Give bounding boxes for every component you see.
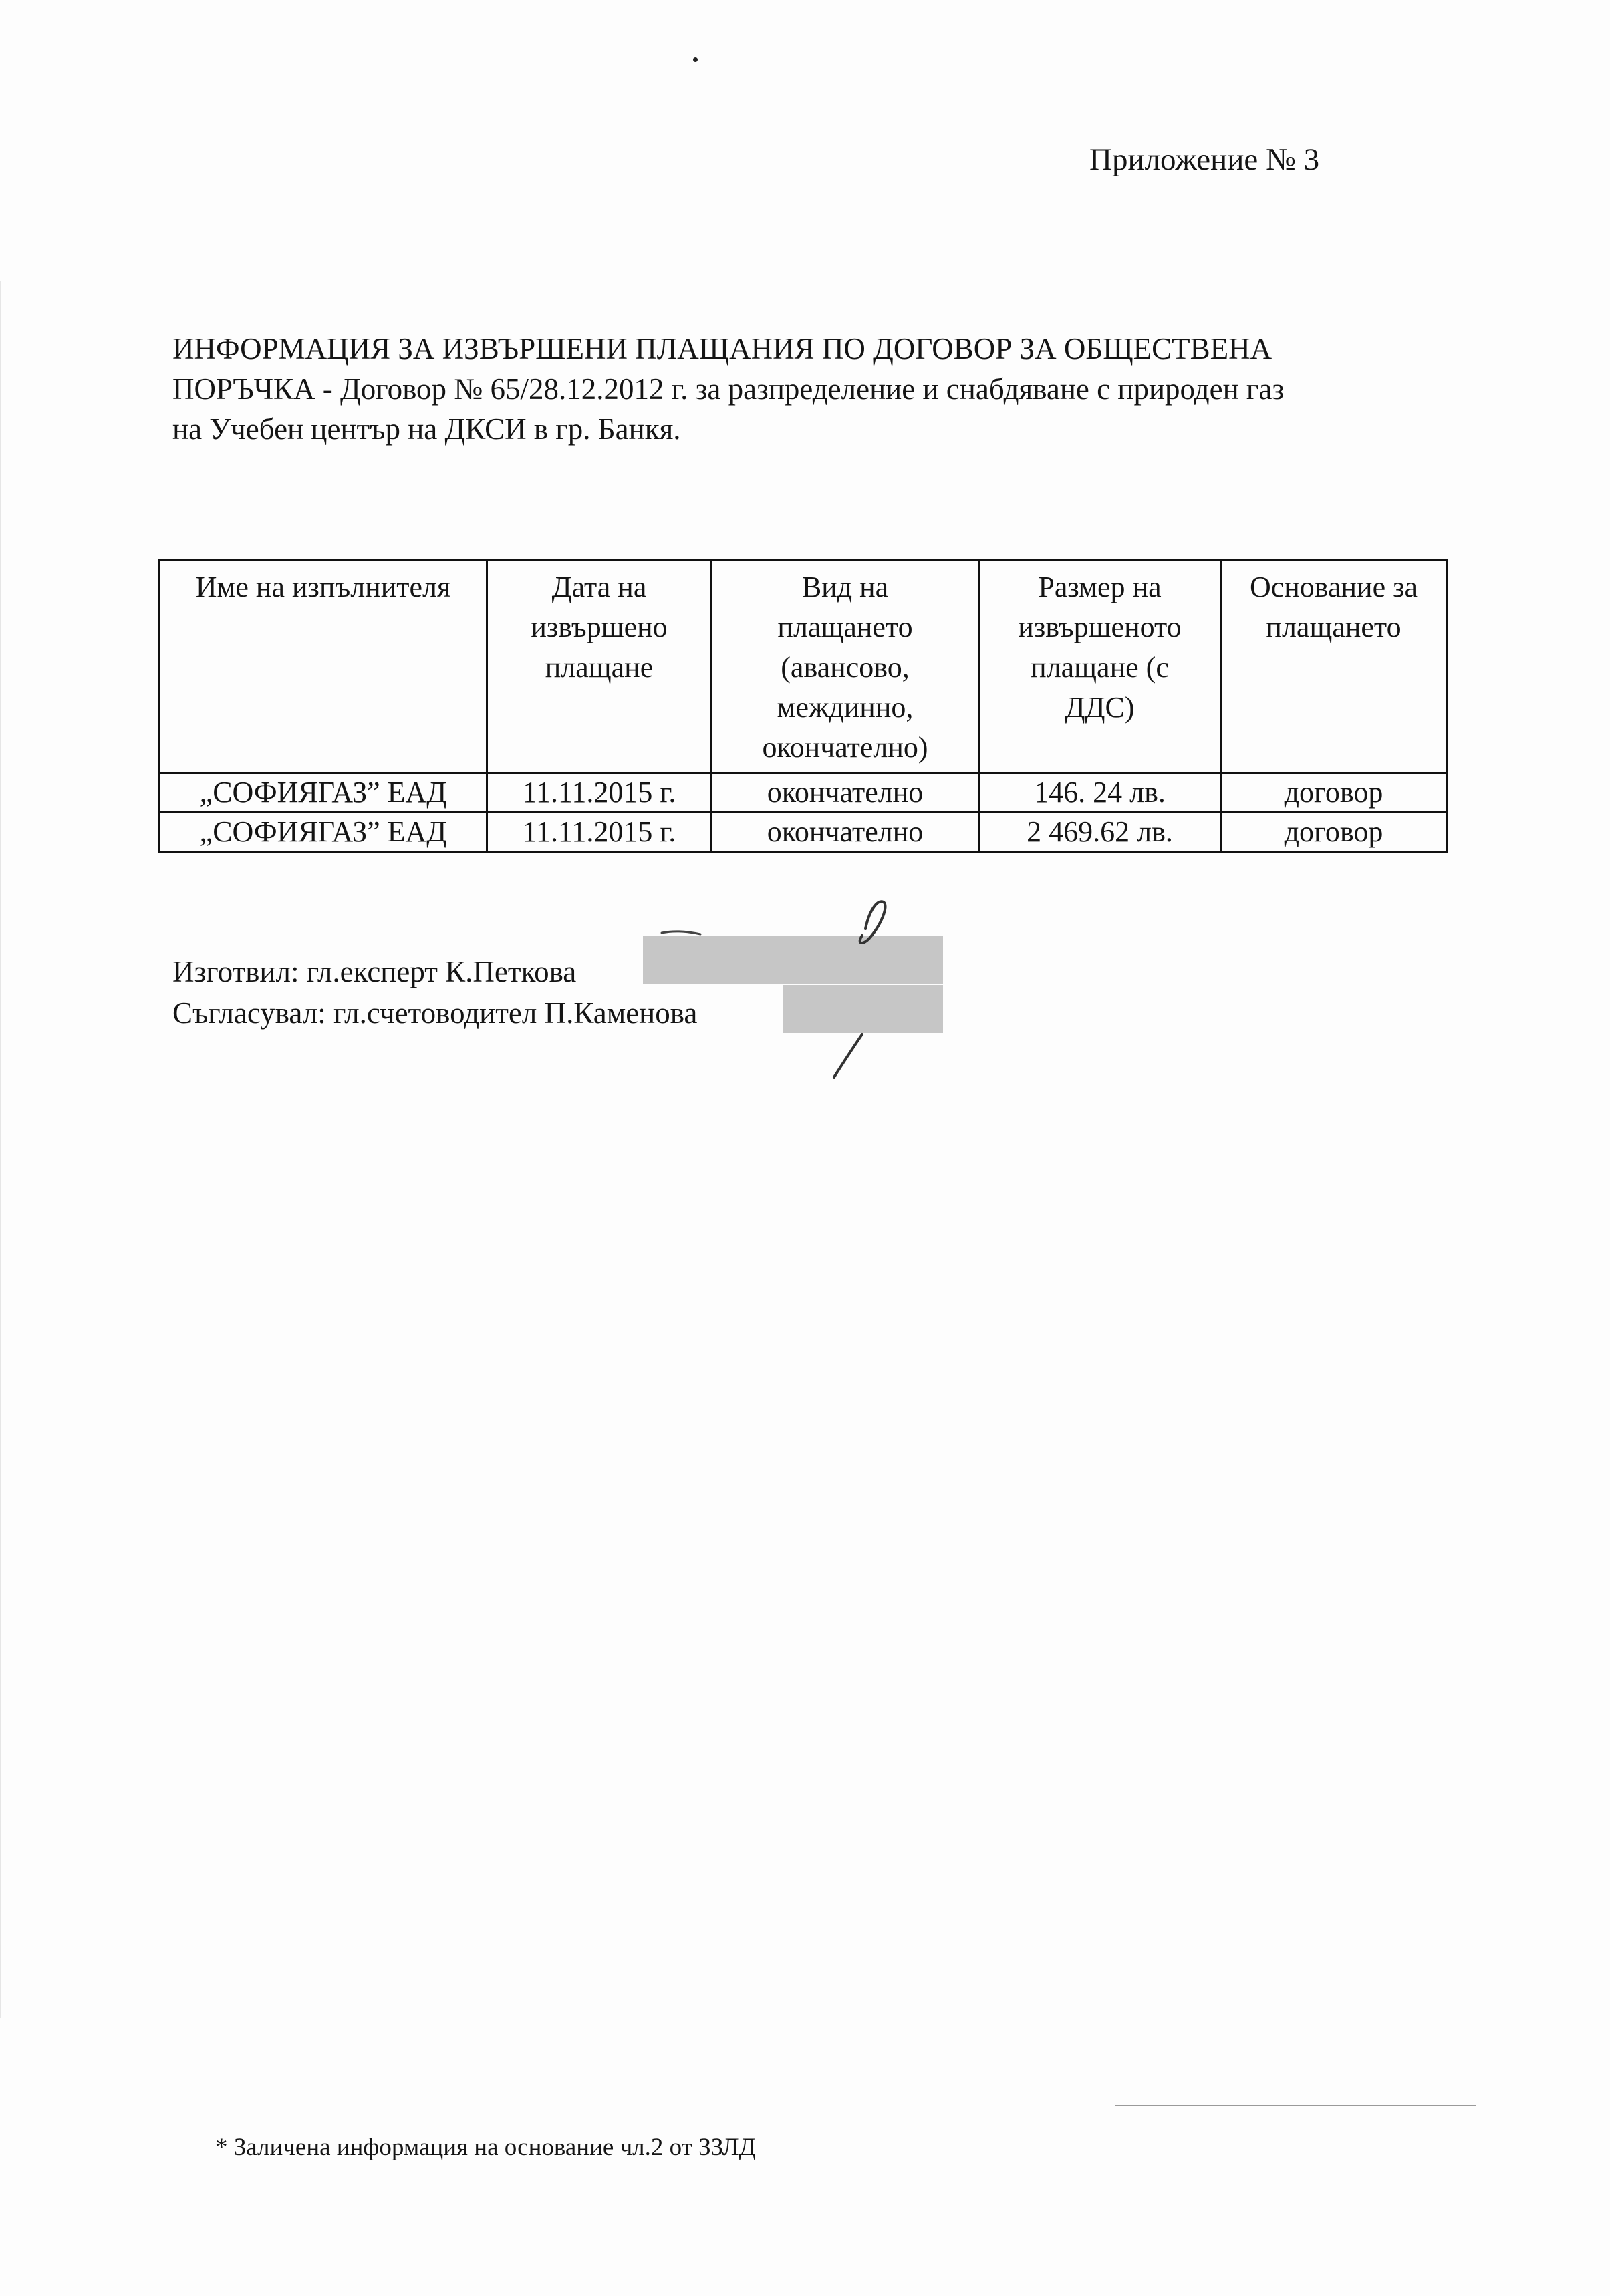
column-header-payment-basis: Основание за плащането [1221,560,1447,773]
annex-label: Приложение № 3 [1089,142,1320,177]
column-header-payment-date: Дата на извършено плащане [487,560,712,773]
cell-payment-amount: 146. 24 лв. [979,773,1221,813]
cell-payment-type: окончателно [712,773,979,813]
column-header-payment-amount: Размер на извършеното плащане (с ДДС) [979,560,1221,773]
heading-line-3: на Учебен център на ДКСИ в гр. Банкя. [172,412,681,446]
column-header-contractor: Име на изпълнителя [160,560,487,773]
cell-payment-amount: 2 469.62 лв. [979,813,1221,852]
heading-line-1: ИНФОРМАЦИЯ ЗА ИЗВЪРШЕНИ ПЛАЩАНИЯ ПО ДОГОВОР ЗА ОБЩЕСТВЕНА [172,332,1272,366]
signature-stroke-upper [860,901,886,943]
cell-payment-type: окончателно [712,813,979,852]
prepared-by-line: Изготвил: гл.експерт К.Петкова [172,955,577,988]
column-header-payment-type: Вид на плащането (авансово, междинно, окончателно) [712,560,979,773]
cell-contractor: „СОФИЯГАЗ” ЕАД [160,813,487,852]
scan-rule [1115,2105,1476,2106]
signature-stroke-lower [834,1034,862,1077]
agreed-by-line: Съгласувал: гл.счетоводител П.Каменова [172,996,698,1030]
signature-stroke-left [662,931,700,934]
cell-payment-date: 11.11.2015 г. [487,773,712,813]
cell-payment-basis: договор [1221,773,1447,813]
cell-payment-date: 11.11.2015 г. [487,813,712,852]
footnote: * Заличена информация на основание чл.2 от ЗЗЛД [215,2134,756,2161]
cell-payment-basis: договор [1221,813,1447,852]
heading-line-2: ПОРЪЧКА - Договор № 65/28.12.2012 г. за разпределение и снабдяване с природен газ [172,372,1285,406]
cell-contractor: „СОФИЯГАЗ” ЕАД [160,773,487,813]
